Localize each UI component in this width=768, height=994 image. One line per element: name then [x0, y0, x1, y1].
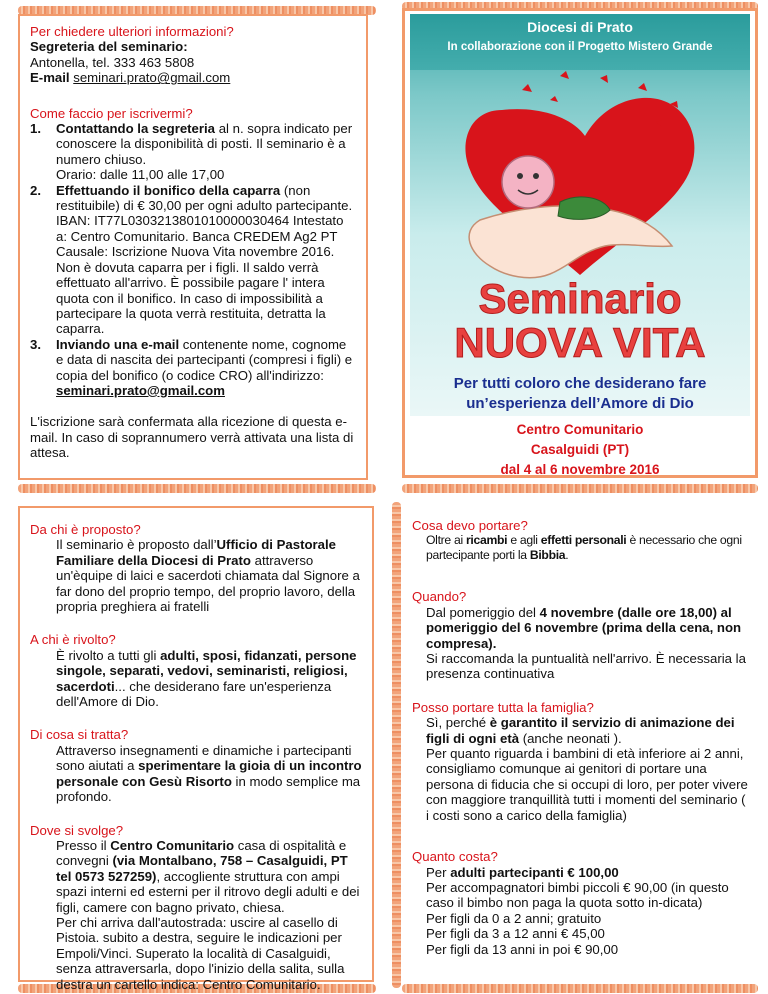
tagline-2: un’esperienza dell’Amore di Dio	[466, 395, 694, 412]
center-stripe	[392, 502, 401, 988]
step-text: contenente nome, cognome e data di nascita dei partecipanti (compresi i figli) e copia del bonifico (o codice CRO) all'indirizzo:	[56, 336, 353, 383]
secretariat-label: Segreteria del seminario:	[30, 39, 188, 55]
q-proposer: Da chi è proposto?	[30, 522, 141, 537]
a-when-note: Si raccomanda la puntualità nell'arrivo. È necessaria la presenza continuativa	[426, 651, 746, 682]
left-column	[18, 506, 374, 992]
step-email-link[interactable]: seminari.prato@gmail.com	[56, 382, 225, 398]
info-box	[18, 14, 368, 480]
enroll-steps	[30, 121, 356, 398]
tagline-1: Per tutti coloro che desiderano fare	[453, 375, 707, 392]
step-text: al n. sopra indicato per conoscere la disponibilità di posti. Il seminario è a numero chiuso.	[56, 121, 353, 167]
a-proposer: Il seminario è proposto dall’Ufficio di Pastorale Familiare della Diocesi di Prato attraverso un'èquipe di laici e sacerdoti chiamata dal Signore a far dono del proprio tempo, del proprio lavoro, della propria preghiera ai fratelli	[56, 537, 360, 615]
event-place: Centro Comunitario	[516, 422, 644, 437]
a-when: Dal pomeriggio del 4 novembre (dalle ore 18,00) al pomeriggio del 6 novembre (prima della cena, non compresa).	[426, 604, 742, 651]
q-bring: Cosa devo portare?	[412, 518, 528, 533]
price-adults: Per adulti partecipanti € 100,00	[426, 864, 619, 880]
step-bold: Effettuando il bonifico della caparra	[56, 182, 281, 198]
step-bold: Contattando la segreteria	[56, 121, 216, 137]
step-bold: Inviando una e-mail	[56, 336, 180, 352]
event-dates: dal 4 al 6 novembre 2016	[500, 462, 660, 477]
q-family: Posso portare tutta la famiglia?	[412, 699, 594, 715]
q-where: Dove si svolge?	[30, 822, 124, 838]
mid-stripe-left	[18, 484, 376, 493]
email-label: E-mail	[30, 70, 70, 86]
a-about: Attraverso insegnamenti e dinamiche i partecipanti sono aiutati a sperimentare la gioia di un incontro personale con Gesù Risorto in modo semplice ma profondo.	[56, 742, 362, 805]
q-cost: Quanto costa?	[412, 849, 498, 865]
price-companions: Per accompagnatori bimbi piccoli € 90,00 (in questo caso il bimbo non paga la quota sotto in-dicata)	[426, 879, 729, 911]
event-town: Casalguidi (PT)	[530, 442, 630, 457]
enroll-step	[30, 121, 356, 183]
email-link[interactable]: seminari.prato@gmail.com	[73, 70, 231, 86]
seminario-title: Seminario	[478, 275, 682, 322]
contact-line: Antonella, tel. 333 463 5808	[30, 54, 195, 70]
a-where: Presso il Centro Comunitario casa di ospitalità e convegni (via Montalbano, 758 – Casalguidi, PT tel 0573 527259), accogliente struttura con ampi spazi interni ed esterni per il ritrovo degli adulti e dei figli, camere con bagno privato, chiesa.	[56, 837, 360, 915]
q-audience: A chi è rivolto?	[30, 632, 116, 648]
info-title: Per chiedere ulteriori informazioni?	[30, 24, 234, 39]
q-about: Di cosa si tratta?	[30, 727, 129, 743]
right-column	[412, 518, 752, 957]
price-13-plus: Per figli da 13 anni in poi € 90,00	[426, 941, 619, 957]
bottom-stripe-right	[402, 984, 758, 993]
step-text: (non restituibile) di € 30,00 per ogni adulto partecipante. IBAN: IT77L0303213801010000030464 Intestato a: Centro Comunitario. Banca CREDEM Ag2 PT Causale: Iscrizione Nuova Vita novembre 2016. Non è dovuta caparra per i figli. Il saldo verrà effettuato all'arrivo. È possibile pagare l' intera quota con il bonifico. In caso di impossibilità a partecipare la quota verrà restituita, detratta la caparra.	[56, 182, 353, 337]
diocese-title: Diocesi di Prato	[527, 19, 633, 35]
collab-text: In collaborazione con il Progetto Mistero Grande	[447, 41, 713, 53]
price-0-2: Per figli da 0 a 2 anni; gratuito	[426, 910, 602, 926]
confirmation-text: L'iscrizione sarà confermata alla ricezione di questa e-mail. In caso di soprannumero verrà attivata una lista di attesa.	[30, 414, 354, 461]
a-family: Sì, perché è garantito il servizio di animazione dei figli di ogni età (anche neonati ).	[426, 715, 735, 746]
step-number: 1.	[30, 121, 41, 137]
a-audience: È rivolto a tutti gli adulti, sposi, fidanzati, persone singole, separati, vedovi, seminaristi, religiosi, sacerdoti... che desiderano fare un'esperienza dell'Amore di Dio.	[56, 647, 357, 710]
a-directions: Per chi arriva dall'autostrada: uscire al casello di Pistoia. subito a destra, seguire le indicazioni per Empoli/Vinci. Superato la località di Casalguidi, senza attraversarla, dopo l'inizio della salita, sulla destra un cartello indica: Centro Comunitario.	[56, 914, 345, 992]
enroll-step	[30, 337, 356, 399]
enroll-title: Come faccio per iscrivermi?	[30, 105, 193, 121]
poster	[410, 14, 750, 416]
price-3-12: Per figli da 3 a 12 anni € 45,00	[426, 926, 605, 942]
event-details	[410, 420, 750, 480]
q-when: Quando?	[412, 589, 467, 605]
a-bring: Oltre ai ricambi e agli effetti personali è necessario che ogni partecipante porti la Bibbia.	[426, 533, 742, 563]
a-family-note: Per quanto riguarda i bambini di età inferiore ai 2 anni, consigliamo comunque ai genitori di portare una persona di fiducia che si occupi di loro, per poter vivere con maggiore tranquillità tutti i momenti del seminario ( i costi sono a carico della famiglia)	[426, 746, 748, 823]
enroll-step	[30, 183, 356, 337]
nuova-vita-title: NUOVA VITA	[454, 319, 706, 366]
step-number: 3.	[30, 336, 41, 352]
step-number: 2.	[30, 182, 41, 198]
mid-stripe-right	[402, 484, 758, 493]
step-hours: Orario: dalle 11,00 alle 17,00	[56, 167, 225, 183]
